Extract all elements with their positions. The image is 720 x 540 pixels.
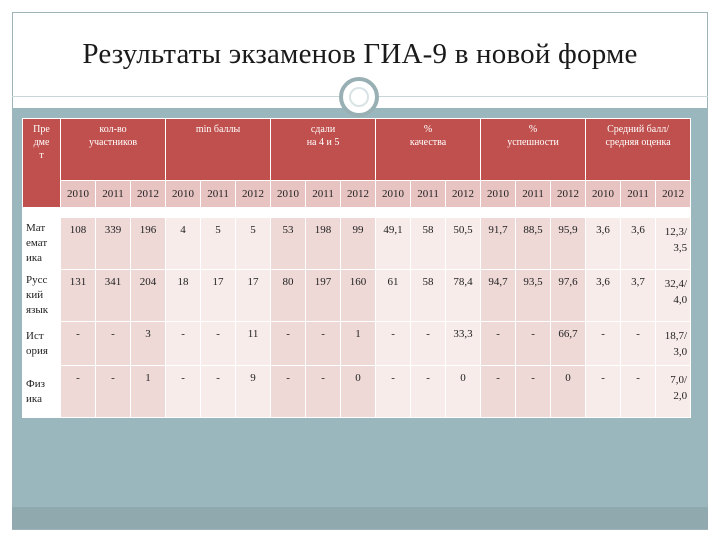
year-cell: 2011 bbox=[201, 181, 236, 208]
value-cell: 49,1 bbox=[376, 218, 411, 270]
value-cell: 11 bbox=[236, 322, 271, 366]
value-cell: - bbox=[481, 366, 516, 418]
value-line: 3,5 bbox=[673, 242, 688, 254]
value-cell: 3 bbox=[131, 322, 166, 366]
subject-cell bbox=[23, 366, 61, 418]
value-cell: 1 bbox=[131, 366, 166, 418]
group-header-line: средняя оценка bbox=[605, 137, 671, 148]
subject-line: Русс bbox=[26, 274, 48, 286]
slide-title: Результаты экзаменов ГИА-9 в новой форме bbox=[82, 38, 638, 70]
value-cell: - bbox=[586, 322, 621, 366]
year-cell: 2010 bbox=[271, 181, 306, 208]
spacer-cell bbox=[23, 208, 61, 218]
data-rows bbox=[23, 218, 691, 418]
value-line: 2,0 bbox=[673, 390, 688, 402]
value-cell: - bbox=[586, 366, 621, 418]
value-cell: 9 bbox=[236, 366, 271, 418]
group-header-average-score bbox=[586, 119, 691, 181]
subject-header-line: дме bbox=[33, 137, 50, 148]
group-header-line: успешности bbox=[507, 137, 559, 148]
value-cell: 95,9 bbox=[551, 218, 586, 270]
group-header-success-percent bbox=[481, 119, 586, 181]
value-cell: - bbox=[306, 322, 341, 366]
group-header-participants bbox=[61, 119, 166, 181]
value-cell: 94,7 bbox=[481, 270, 516, 322]
value-cell: - bbox=[271, 366, 306, 418]
value-cell bbox=[656, 322, 691, 366]
subject-line: ика bbox=[26, 252, 42, 264]
value-cell: - bbox=[96, 322, 131, 366]
year-cell: 2012 bbox=[656, 181, 691, 208]
value-cell: 18 bbox=[166, 270, 201, 322]
group-header-line: участников bbox=[88, 137, 138, 148]
year-cell: 2012 bbox=[446, 181, 481, 208]
value-cell: - bbox=[376, 366, 411, 418]
value-line: 12,3/ bbox=[664, 226, 688, 238]
spacer-cell bbox=[61, 208, 691, 218]
value-cell: - bbox=[201, 322, 236, 366]
value-cell: 93,5 bbox=[516, 270, 551, 322]
group-header-line: на 4 и 5 bbox=[306, 137, 340, 148]
slide-bottom-bar bbox=[12, 507, 708, 529]
year-cell: 2011 bbox=[306, 181, 341, 208]
year-cell: 2010 bbox=[61, 181, 96, 208]
table-row bbox=[23, 366, 691, 418]
value-cell: - bbox=[621, 322, 656, 366]
value-cell: 0 bbox=[341, 366, 376, 418]
value-cell bbox=[656, 366, 691, 418]
value-cell: 5 bbox=[201, 218, 236, 270]
value-cell: 78,4 bbox=[446, 270, 481, 322]
value-cell: - bbox=[166, 322, 201, 366]
spacer-row bbox=[23, 208, 691, 218]
group-header-line: % bbox=[528, 124, 538, 135]
value-cell: - bbox=[516, 366, 551, 418]
value-cell: 341 bbox=[96, 270, 131, 322]
subject-line: язык bbox=[26, 304, 49, 316]
value-cell: 0 bbox=[446, 366, 481, 418]
value-cell: 3,6 bbox=[586, 270, 621, 322]
value-cell: 4 bbox=[166, 218, 201, 270]
subject-line: емат bbox=[26, 237, 48, 249]
value-cell: 198 bbox=[306, 218, 341, 270]
value-cell: 3,6 bbox=[621, 218, 656, 270]
table-row bbox=[23, 218, 691, 270]
header-row bbox=[23, 119, 691, 181]
value-cell: 196 bbox=[131, 218, 166, 270]
value-cell: 53 bbox=[271, 218, 306, 270]
results-table bbox=[22, 118, 691, 418]
value-cell: 0 bbox=[551, 366, 586, 418]
year-cell: 2011 bbox=[411, 181, 446, 208]
year-cell: 2012 bbox=[131, 181, 166, 208]
subject-header-line: Пре bbox=[33, 124, 50, 135]
value-cell bbox=[656, 218, 691, 270]
value-cell: - bbox=[201, 366, 236, 418]
value-cell: 50,5 bbox=[446, 218, 481, 270]
value-cell: - bbox=[376, 322, 411, 366]
subject-line: Физ bbox=[26, 377, 45, 390]
value-cell: 58 bbox=[411, 270, 446, 322]
value-cell: - bbox=[271, 322, 306, 366]
value-cell: - bbox=[411, 366, 446, 418]
subject-cell bbox=[23, 322, 61, 366]
value-cell: 131 bbox=[61, 270, 96, 322]
subject-header-cell bbox=[23, 119, 61, 208]
group-header-line: min баллы bbox=[195, 124, 241, 135]
value-cell: - bbox=[166, 366, 201, 418]
value-cell: - bbox=[306, 366, 341, 418]
value-line: 3,0 bbox=[673, 346, 688, 358]
year-cell: 2010 bbox=[586, 181, 621, 208]
subject-line: Мат bbox=[26, 222, 46, 234]
group-header-line: % bbox=[423, 124, 433, 135]
year-cell: 2011 bbox=[516, 181, 551, 208]
year-row bbox=[23, 181, 691, 208]
value-cell: 3,7 bbox=[621, 270, 656, 322]
value-cell: 91,7 bbox=[481, 218, 516, 270]
value-cell: 108 bbox=[61, 218, 96, 270]
subject-line: кий bbox=[26, 289, 44, 301]
value-cell bbox=[656, 270, 691, 322]
group-header-passed-4-5 bbox=[271, 119, 376, 181]
year-cell: 2012 bbox=[341, 181, 376, 208]
value-cell: 58 bbox=[411, 218, 446, 270]
decorative-circle-inner bbox=[349, 87, 369, 107]
subject-line: Ист bbox=[26, 329, 44, 342]
year-cell: 2010 bbox=[376, 181, 411, 208]
value-cell: 61 bbox=[376, 270, 411, 322]
year-cell: 2012 bbox=[236, 181, 271, 208]
group-header-min-scores bbox=[166, 119, 271, 181]
value-cell: - bbox=[516, 322, 551, 366]
group-header-line: Средний балл/ bbox=[607, 124, 670, 135]
table-row bbox=[23, 270, 691, 322]
group-header-line: сдали bbox=[310, 124, 336, 135]
table-row bbox=[23, 322, 691, 366]
value-line: 4,0 bbox=[673, 294, 688, 306]
value-cell: 1 bbox=[341, 322, 376, 366]
year-cell: 2010 bbox=[166, 181, 201, 208]
value-cell: 33,3 bbox=[446, 322, 481, 366]
group-header-line: качества bbox=[409, 137, 447, 148]
year-cell: 2010 bbox=[481, 181, 516, 208]
value-cell: - bbox=[411, 322, 446, 366]
value-line: 7,0/ bbox=[670, 374, 688, 386]
value-line: 18,7/ bbox=[664, 330, 688, 342]
year-cell: 2011 bbox=[96, 181, 131, 208]
value-cell: 17 bbox=[201, 270, 236, 322]
value-cell: - bbox=[61, 322, 96, 366]
value-cell: 3,6 bbox=[586, 218, 621, 270]
value-cell: 99 bbox=[341, 218, 376, 270]
year-cell: 2012 bbox=[551, 181, 586, 208]
value-cell: 5 bbox=[236, 218, 271, 270]
value-cell: 197 bbox=[306, 270, 341, 322]
value-cell: 160 bbox=[341, 270, 376, 322]
subject-cell bbox=[23, 218, 61, 270]
value-cell: 97,6 bbox=[551, 270, 586, 322]
subject-cell bbox=[23, 270, 61, 322]
group-header-quality-percent bbox=[376, 119, 481, 181]
value-cell: - bbox=[61, 366, 96, 418]
value-cell: 80 bbox=[271, 270, 306, 322]
value-cell: - bbox=[96, 366, 131, 418]
year-cell: 2011 bbox=[621, 181, 656, 208]
value-cell: - bbox=[481, 322, 516, 366]
value-cell: - bbox=[621, 366, 656, 418]
value-cell: 17 bbox=[236, 270, 271, 322]
value-cell: 339 bbox=[96, 218, 131, 270]
value-cell: 88,5 bbox=[516, 218, 551, 270]
value-cell: 204 bbox=[131, 270, 166, 322]
subject-line: ория bbox=[26, 344, 48, 357]
value-line: 32,4/ bbox=[664, 278, 688, 290]
value-cell: 66,7 bbox=[551, 322, 586, 366]
subject-header-line: т bbox=[39, 150, 44, 161]
group-header-line: кол-во bbox=[99, 124, 127, 135]
subject-line: ика bbox=[26, 392, 42, 405]
